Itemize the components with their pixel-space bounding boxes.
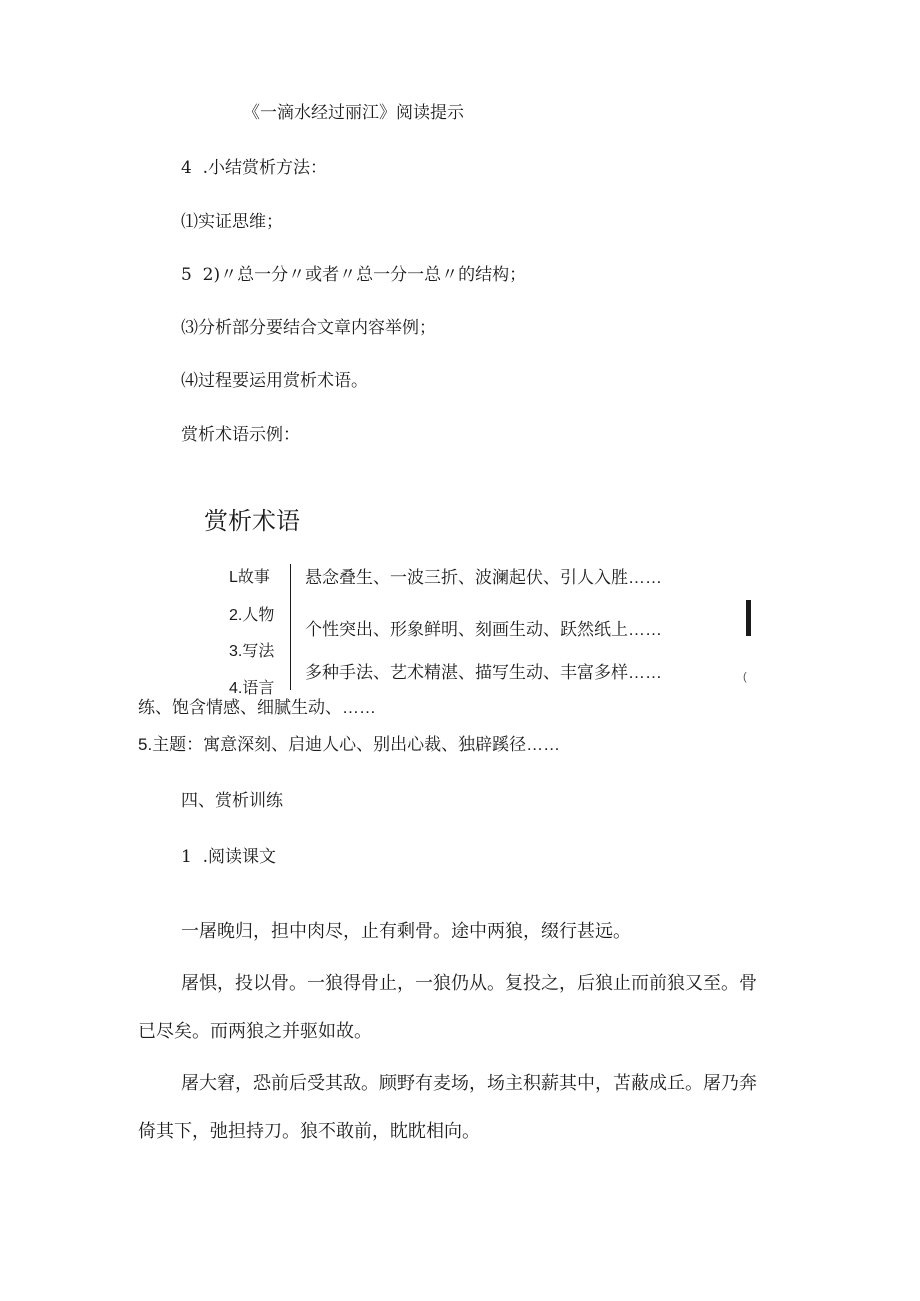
terms-divider-line (290, 564, 291, 690)
term-line-language-cont: 练、饱含情感、细腻生动、…… (138, 698, 376, 717)
method-item-2: 5 2)〃总一分〃或者〃总一分一总〃的结构； (181, 265, 527, 285)
method-item-1: ⑴实证思维； (181, 212, 283, 232)
section4-heading: 四、赏析训练 (181, 791, 283, 811)
term-label-technique: 3.写法 (229, 643, 275, 660)
section4-item-1: 1 .阅读课文 (181, 847, 277, 867)
term-label-character: 2.人物 (229, 607, 275, 624)
method-item-3: ⑶分析部分要结合文章内容举例； (181, 318, 436, 338)
term-label-language: 4.语言 (229, 680, 275, 697)
text-paragraph-3-line-1: 屠大窘，恐前后受其敌。顾野有麦场，场主积薪其中，苫蔽成丘。屠乃奔 (181, 1073, 757, 1094)
text-paragraph-2-line-2: 已尽矣。而两狼之并驱如故。 (138, 1021, 372, 1042)
term-line-theme: 5.主题：寓意深刻、启迪人心、别出心裁、独辟蹊径…… (138, 735, 561, 754)
doc-title: 《一滴水经过丽江》阅读提示 (243, 103, 464, 123)
term-line-story: 悬念叠生、一波三折、波澜起伏、引人入胜…… (305, 568, 662, 587)
paren-mark: ( (743, 671, 747, 683)
method-summary-heading: 4 .小结赏析方法： (181, 158, 328, 178)
terms-heading: 赏析术语 (204, 507, 300, 535)
text-paragraph-3-line-2: 倚其下，弛担持刀。狼不敢前，眈眈相向。 (138, 1121, 480, 1142)
vertical-bar-mark (746, 600, 751, 636)
term-label-story: L故事 (229, 569, 270, 586)
term-line-technique: 多种手法、艺术精湛、描写生动、丰富多样…… (305, 663, 662, 682)
text-paragraph-1: 一屠晚归，担中肉尽，止有剩骨。途中两狼，缀行甚远。 (181, 921, 631, 942)
terms-intro: 赏析术语示例： (181, 425, 300, 445)
text-paragraph-2-line-1: 屠惧，投以骨。一狼得骨止，一狼仍从。复投之，后狼止而前狼又至。骨 (181, 973, 757, 994)
term-line-character: 个性突出、形象鲜明、刻画生动、跃然纸上…… (305, 620, 662, 639)
method-item-4: ⑷过程要运用赏析术语。 (181, 371, 368, 391)
